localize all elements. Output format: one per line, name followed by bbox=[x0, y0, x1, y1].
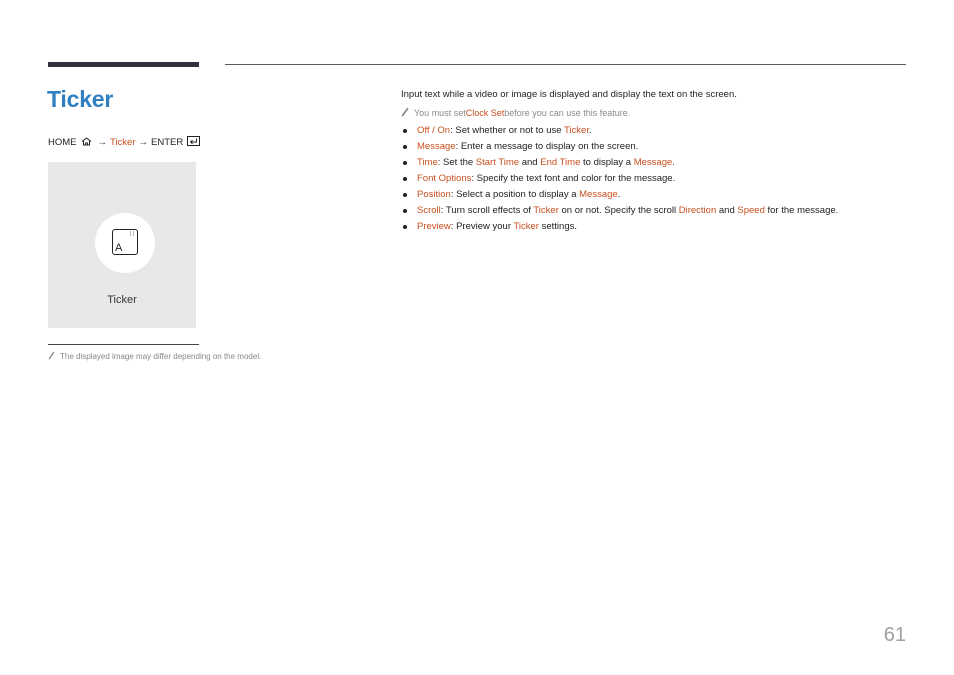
item-text: : Turn scroll effects of bbox=[440, 205, 534, 216]
path-ticker: Ticker bbox=[110, 137, 136, 148]
item-text: : Enter a message to display on the screen. bbox=[455, 141, 639, 152]
term-ticker: Ticker bbox=[513, 221, 539, 232]
list-item-scroll bbox=[401, 205, 838, 221]
item-text: and bbox=[716, 205, 738, 216]
term-end-time: End Time bbox=[540, 157, 581, 168]
menu-path-breadcrumb bbox=[48, 136, 203, 149]
pencil-icon bbox=[48, 351, 55, 362]
item-text: settings. bbox=[538, 221, 577, 232]
path-home: HOME bbox=[48, 137, 77, 148]
list-item-preview bbox=[401, 221, 838, 237]
enter-icon bbox=[187, 136, 200, 149]
ticker-tile-label: Ticker bbox=[107, 294, 137, 306]
page-number: 61 bbox=[883, 624, 906, 646]
path-enter: ENTER bbox=[151, 137, 184, 148]
item-text: to display a bbox=[580, 157, 634, 168]
list-item-time bbox=[401, 157, 838, 173]
list-item-position bbox=[401, 189, 838, 205]
ticker-icon-circle bbox=[95, 213, 155, 273]
item-text: : Preview your bbox=[450, 221, 514, 232]
footnote-rule bbox=[48, 344, 199, 345]
item-text: . bbox=[588, 125, 592, 136]
term-direction: Direction bbox=[678, 205, 717, 216]
pencil-icon bbox=[401, 107, 409, 119]
feature-list bbox=[401, 125, 838, 237]
term-speed: Speed bbox=[737, 205, 765, 216]
term-ticker: Ticker bbox=[564, 125, 589, 136]
term-off-on: Off / On bbox=[417, 125, 451, 136]
header-rule-thick bbox=[48, 62, 199, 67]
term-message: Message bbox=[579, 189, 618, 200]
note-clock-set: Clock Set bbox=[465, 108, 505, 118]
ticker-key-icon bbox=[112, 229, 138, 255]
item-text: on or not. Specify the scroll bbox=[558, 205, 679, 216]
item-text: : Set whether or not to use bbox=[450, 125, 564, 136]
key-letter: A bbox=[115, 242, 123, 254]
footnote-text: The displayed image may differ depending on the model. bbox=[60, 352, 262, 361]
page-title: Ticker bbox=[47, 86, 114, 112]
list-item-message bbox=[401, 141, 838, 157]
intro-text: Input text while a video or image is displayed and display the text on the screen. bbox=[401, 89, 737, 100]
term-start-time: Start Time bbox=[475, 157, 520, 168]
header-rule-thin bbox=[225, 64, 906, 65]
term-message: Message bbox=[633, 157, 673, 168]
term-position: Position bbox=[417, 189, 451, 200]
item-text: . bbox=[672, 157, 675, 168]
term-scroll: Scroll bbox=[417, 205, 441, 216]
item-text: : Select a position to display a bbox=[450, 189, 580, 200]
term-ticker: Ticker bbox=[533, 205, 559, 216]
item-text: : Set the bbox=[437, 157, 476, 168]
path-arrow-2: → bbox=[138, 137, 149, 148]
clock-set-note bbox=[401, 107, 630, 119]
item-text: . bbox=[617, 189, 621, 200]
item-text: for the message. bbox=[764, 205, 839, 216]
list-item-off-on bbox=[401, 125, 838, 141]
term-time: Time bbox=[417, 157, 438, 168]
footnote bbox=[48, 351, 261, 362]
term-message: Message bbox=[417, 141, 456, 152]
note-prefix: You must set bbox=[414, 108, 466, 118]
ticker-menu-tile bbox=[48, 162, 196, 328]
path-arrow-1: → bbox=[97, 137, 107, 148]
term-font-options: Font Options bbox=[417, 173, 472, 184]
term-preview: Preview bbox=[417, 221, 451, 232]
list-item-font-options bbox=[401, 173, 838, 189]
item-text: and bbox=[519, 157, 541, 168]
note-suffix: before you can use this feature. bbox=[504, 108, 631, 118]
item-text: : Specify the text font and color for the message. bbox=[471, 173, 676, 184]
home-icon bbox=[81, 137, 92, 149]
key-caret-mark: | | bbox=[130, 231, 134, 237]
